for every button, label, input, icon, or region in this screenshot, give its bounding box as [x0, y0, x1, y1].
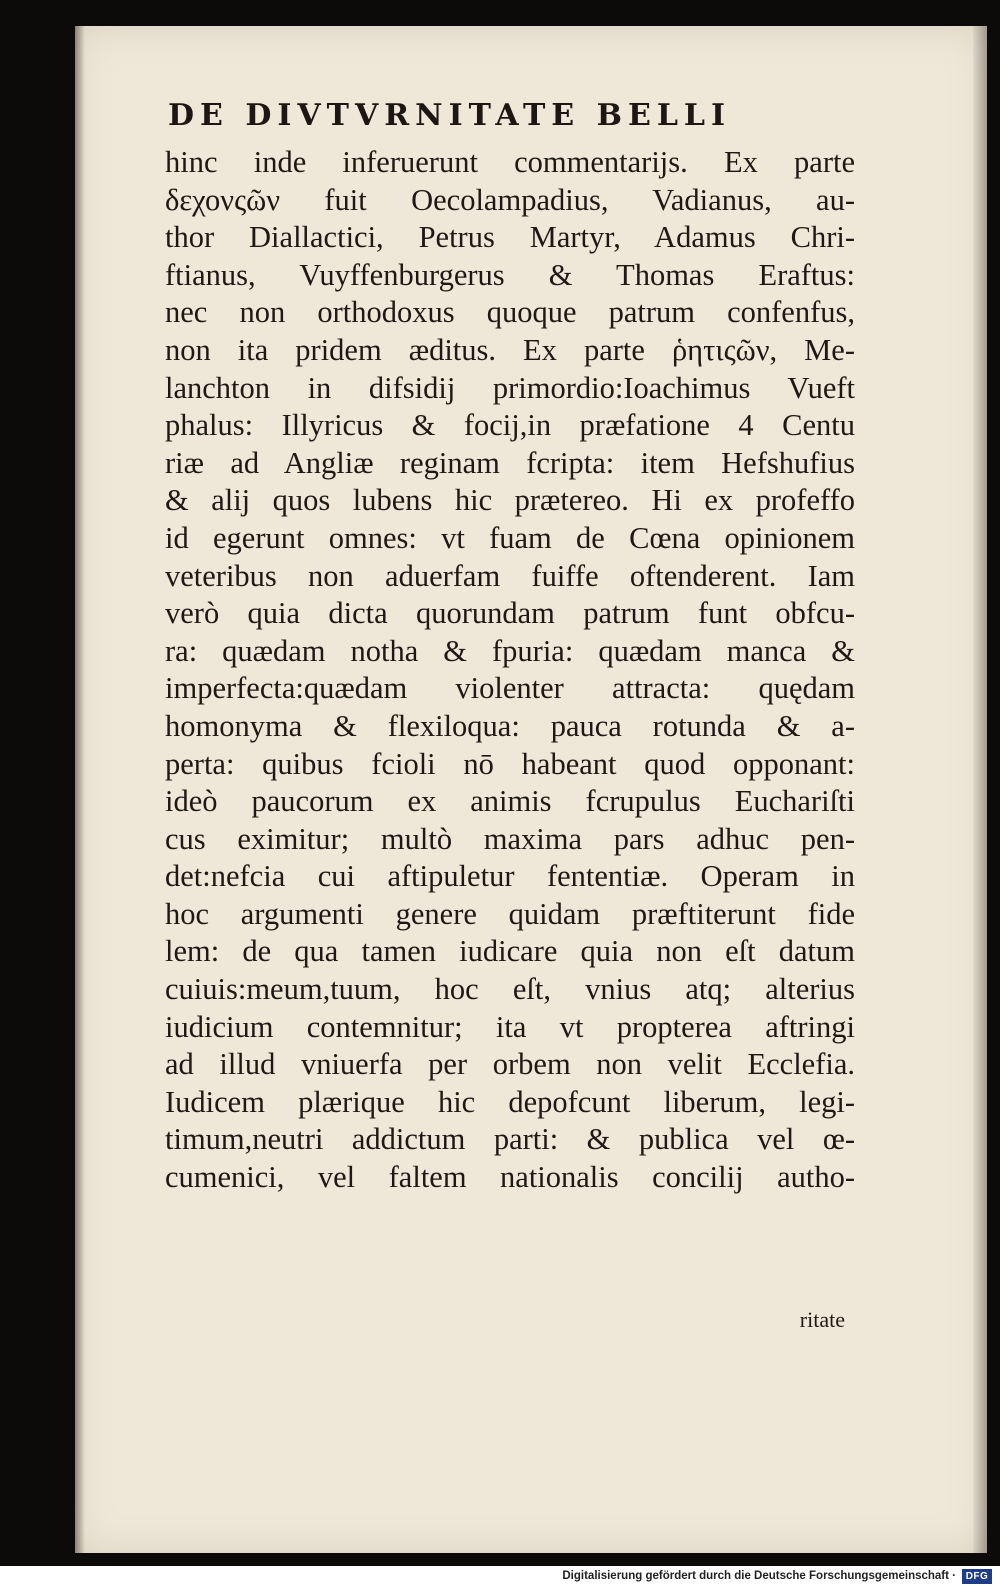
funding-credit: Digitalisierung gefördert durch die Deutsche Forschungsgemeinschaft ·	[562, 1570, 956, 1582]
text-line: hoc argumenti genere quidam præftiterunt fide	[165, 896, 855, 931]
page-edge	[973, 26, 987, 1553]
body-text	[165, 144, 855, 1197]
text-line: lem: de qua tamen iudicare quia non eſt datum	[165, 934, 855, 969]
text-line: cus eximitur; multò maxima pars adhuc pen-	[165, 821, 855, 856]
page-binding-shadow	[75, 26, 85, 1553]
text-line: non ita pridem æditus. Ex parte ῥητιςῶν, Me-	[165, 332, 855, 367]
text-line: riæ ad Angliæ reginam fcripta: item Hefshufius	[165, 445, 855, 480]
text-line: id egerunt omnes: vt fuam de Cœna opinionem	[165, 520, 855, 555]
text-line: det:nefcia cui aftipuletur fententiæ. Operam in	[165, 859, 855, 894]
text-line: ra: quædam notha & fpuria: quædam manca &	[165, 633, 855, 668]
text-line: verò quia dicta quorundam patrum funt obfcu-	[165, 596, 855, 631]
text-line: thor Diallactici, Petrus Martyr, Adamus Chri-	[165, 220, 855, 255]
footer-bar	[0, 1566, 1000, 1590]
text-line: iudicium contemnitur; ita vt propterea aftringi	[165, 1009, 855, 1044]
text-line: cumenici, vel faltem nationalis concilij autho-	[165, 1160, 855, 1195]
dfg-logo: DFG	[962, 1569, 992, 1584]
text-line: hinc inde inferuerunt commentarijs. Ex parte	[165, 145, 855, 179]
running-head: DE DIVTVRNITATE BELLI	[168, 98, 732, 133]
text-line: imperfecta:quædam violenter attracta: quędam	[165, 671, 855, 706]
catchword: ritate	[799, 1307, 845, 1332]
text-line: veteribus non aduerfam fuiffe oftenderent. Iam	[165, 558, 855, 593]
text-line: nec non orthodoxus quoque patrum confenfus,	[165, 295, 855, 330]
text-line: cuiuis:meum,tuum, hoc eſt, vnius atq; alterius	[165, 972, 855, 1007]
text-line: lanchton in difsidij primordio:Ioachimus Vueft	[165, 370, 855, 405]
text-line: homonyma & flexiloqua: pauca rotunda & a-	[165, 708, 855, 743]
text-line: phalus: Illyricus & focij,in præfatione 4 Centu	[165, 408, 855, 443]
text-line: perta: quibus fcioli nō habeant quod opponant:	[165, 746, 855, 781]
text-line: ad illud vniuerfa per orbem non velit Ecclefia.	[165, 1047, 855, 1082]
text-line: δεχονςῶν fuit Oecolampadius, Vadianus, au-	[165, 182, 855, 217]
text-line: timum,neutri addictum parti: & publica vel œ-	[165, 1122, 855, 1157]
text-line: & alij quos lubens hic prætereo. Hi ex profeffo	[165, 483, 855, 518]
text-line: ftianus, Vuyffenburgerus & Thomas Eraftus:	[165, 257, 855, 292]
text-line: ideò paucorum ex animis fcrupulus Euchariſti	[165, 784, 855, 819]
text-line: Iudicem plærique hic depofcunt liberum, legi-	[165, 1084, 855, 1119]
